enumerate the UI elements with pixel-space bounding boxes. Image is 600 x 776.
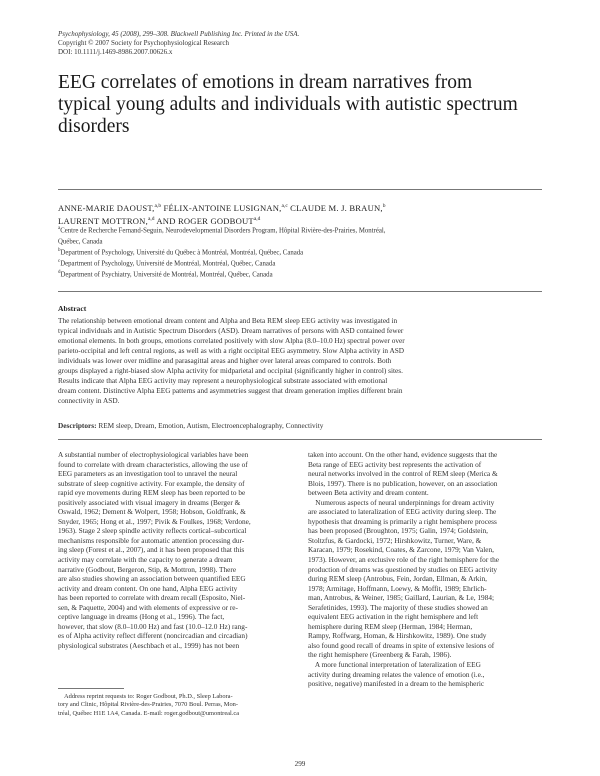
correspondence-footnote	[58, 693, 292, 718]
body-line: es of Alpha activity reflect different (noncircadian and circadian)	[58, 631, 248, 641]
footnote-line: tréal, Québec H1E 1A4, Canada. E-mail: roger.godbout@umontreal.ca	[58, 709, 240, 717]
body-line: Numerous aspects of neural underpinnings for dream activity	[308, 497, 495, 507]
body-line: Stoltzfus, & Gardocki, 1972; Hirshkowitz, Turner, Ware, &	[308, 535, 482, 545]
body-line: has been reported to correlate with dream recall (Esposito, Niel-	[58, 593, 246, 603]
abstract-line: groups displayed a right-biased slow Alpha activity for midparietal and occipital (significantly higher in control) sites.	[58, 365, 403, 375]
body-line: activity may correlate with the capacity to generate a dream	[58, 555, 233, 565]
body-line: sen, & Paquette, 2004) and with elements of expressive or re-	[58, 602, 238, 612]
body-line: 1973). However, an exclusive role of the right hemisphere for the	[308, 555, 499, 565]
affiliation-marker: c	[58, 259, 61, 265]
body-line: mechanisms responsible for automatic attention processing dur-	[58, 535, 245, 545]
body-line: Karacan, 1979; Rosekind, Coates, & Zarcone, 1979; Van Valen,	[308, 545, 494, 555]
body-line: the right hemisphere (Greenberg & Farah, 1986).	[308, 650, 452, 660]
journal-doi[interactable]: DOI: 10.1111/j.1469-8986.2007.00626.x	[58, 48, 173, 56]
abstract-divider	[58, 291, 542, 292]
body-line: 1963). Stage 2 sleep spindle activity reflects cortical–subcortical	[58, 526, 247, 536]
author-list	[58, 201, 542, 228]
affiliation-list	[58, 225, 542, 280]
body-line: Beta range of EEG activity best represents the activation of	[308, 459, 482, 469]
author-affiliation-marker: b	[382, 203, 386, 209]
body-line: EEG parameters as an investigation tool to unravel the neural	[58, 469, 238, 479]
author-name: FÉLIX-ANTOINE LUSIGNAN,	[161, 202, 282, 213]
affiliation-marker: b	[58, 248, 61, 254]
affiliation-line	[58, 236, 542, 247]
author-line-1	[58, 201, 542, 214]
affiliation-marker: a	[58, 226, 61, 231]
body-line: man, Antrobus, & Weiner, 1985; Gaillard, Laurian, & Le, 1984;	[308, 593, 495, 603]
abstract-body	[58, 316, 542, 406]
journal-citation: Psychophysiology, 45 (2008), 299–308. Blackwell Publishing Inc. Printed in the USA.	[58, 30, 300, 38]
body-line: equivalent EEG activation in the right hemisphere and left	[308, 612, 479, 622]
body-line: Blois, 1997). There is no publication, however, on an association	[308, 478, 498, 488]
body-line: are associated to lateralization of EEG activity during sleep. The	[308, 507, 497, 517]
body-line: positively associated with visual imagery in dreams (Berger &	[58, 497, 241, 507]
footnote-line: Address reprint requests to: Roger Godbout, Ph.D., Sleep Labora-	[58, 693, 233, 700]
body-line: are also studies showing an association between quantified EEG	[58, 574, 246, 584]
abstract-line: Results indicate that Alpha EEG activity may represent a neurophysiological substrate associated with emotional	[58, 375, 388, 385]
body-line: 1978; Armitage, Hoffmann, Loewy, & Moffit, 1989; Ehrlich-	[308, 583, 487, 593]
footnote-line: tory and Clinic, Hôpital Rivière-des-Prairies, 7070 Boul. Perras, Mon-	[58, 701, 238, 709]
body-line: taken into account. On the other hand, evidence suggests that the	[308, 450, 498, 459]
keywords	[58, 421, 323, 430]
abstract-line: connectivity in ASD.	[58, 395, 120, 405]
affiliation-text: Department of Psychology, Université du Québec à Montréal, Montréal, Québec, Canada	[60, 249, 304, 257]
abstract-line: parieto-occipital and left central regions, as well as with a right occipital EEG asymmetry. Slow Alpha activity in ASD	[58, 345, 405, 355]
keywords-text: REM sleep, Dream, Emotion, Autism, Electroencephalography, Connectivity	[98, 421, 324, 430]
body-line: has been proposed (Broughton, 1975; Galin, 1974; Goldstein,	[308, 526, 488, 536]
body-line: activity and dream content. On one hand, Alpha EEG activity	[58, 583, 238, 593]
author-affiliation-marker: a,c	[281, 203, 288, 209]
author-name: CLAUDE M. J. BRAUN,	[287, 202, 383, 213]
keywords-label: Descriptors:	[58, 421, 97, 430]
body-line: A substantial number of electrophysiological variables have been	[58, 450, 249, 459]
body-line: hemisphere during REM sleep (Herman, 1984; Herman,	[308, 621, 473, 631]
body-line: during REM sleep (Antrobus, Fein, Jordan, Ellman, & Arkin,	[308, 574, 487, 584]
body-divider	[58, 439, 542, 440]
body-line: activity during dreaming relates the valence of emotion (i.e.,	[308, 669, 485, 679]
body-line: however, that slow (8.0–10.00 Hz) and fast (10.0–12.0 Hz) rang-	[58, 621, 248, 631]
body-line: substrate of sleep cognitive activity. For example, the density of	[58, 478, 245, 488]
title-divider	[58, 189, 542, 190]
body-line: between Beta activity and dream content.	[308, 488, 429, 498]
abstract-line: emotional elements. In both groups, emotions correlated positively with slow Alpha (8.0–10.0 Hz) spectral power over	[58, 335, 405, 345]
author-name: ROGER GODBOUT	[177, 216, 254, 227]
affiliation-marker: d	[58, 270, 61, 276]
body-line: narrative (Godbout, Bergeron, Stip, & Mottron, 1998). There	[58, 564, 237, 574]
body-line: Snyder, 1965; Hong et al., 1997; Pivik & Foulkes, 1968; Verdone,	[58, 516, 251, 526]
affiliation-line	[58, 269, 542, 280]
body-line: physiological substrates (Aeschbach et al., 1999) has not been	[58, 640, 240, 650]
affiliation-text: Québec, Canada	[58, 238, 103, 246]
journal-copyright: Copyright © 2007 Society for Psychophysiological Research	[58, 39, 229, 47]
page-number: 299	[294, 760, 306, 768]
body-line: hypothesis that dreaming is primarily a right hemisphere process	[308, 516, 497, 526]
abstract-line: The relationship between emotional dream content and Alpha and Beta REM sleep EEG activity was investigated in	[58, 316, 398, 325]
body-line: found to correlate with dream characteristics, allowing the use of	[58, 459, 248, 469]
affiliation-text: Department of Psychology, Université de Montréal, Montréal, Québec, Canada	[60, 260, 276, 268]
abstract-heading: Abstract	[58, 304, 87, 313]
author-name: LAURENT MOTTRON,	[58, 216, 148, 227]
author-affiliation-marker: a,d	[253, 216, 261, 223]
affiliation-text: Centre de Recherche Fernand-Seguin, Neurodevelopmental Disorders Program, Hôpital Rivière-des-Prairies, Montréal,	[60, 227, 386, 235]
author-conjunction: AND	[154, 216, 178, 227]
author-affiliation-marker: a,b	[154, 203, 162, 209]
author-name: ANNE-MARIE DAOUST,	[58, 202, 155, 213]
abstract-line: typical individuals and in Autistic Spectrum Disorders (ASD). Dream narratives of persons with ASD contained fewer	[58, 325, 404, 335]
article-title: EEG correlates of emotions in dream narratives from typical young adults and individuals with autistic spectrum disorders	[58, 72, 518, 137]
affiliation-text: Department of Psychiatry, Université de Montréal, Montréal, Québec, Canada	[60, 271, 273, 279]
body-line: rapid eye movements during REM sleep has been reported to be	[58, 488, 246, 498]
body-line: A more functional interpretation of lateralization of EEG	[308, 660, 481, 670]
body-line: ing sleep (Forest et al., 2007), and it has been proposed that this	[58, 545, 245, 555]
body-line: also found good recall of dreams in spite of extensive lesions of	[308, 640, 495, 650]
body-left-column	[58, 450, 292, 650]
body-line: neural networks involved in the control of REM sleep (Merica &	[308, 469, 498, 479]
body-line: Rampy, Roffwarg, Homan, & Hirshkowitz, 1989). One study	[308, 631, 487, 641]
body-right-column	[308, 450, 542, 689]
footnote-divider	[58, 688, 124, 689]
author-affiliation-marker: a,d	[147, 216, 155, 223]
journal-header	[58, 30, 299, 57]
body-line: ceptive language in dreams (Hong et al., 1996). The fact,	[58, 612, 225, 622]
body-line: positive, negative) manifested in a dream to the hemispheric	[308, 679, 485, 689]
abstract-line: dream content. Distinctive Alpha EEG patterns and asymmetries suggest that dream generation implies different brain	[58, 385, 403, 395]
abstract-line: individuals was lower over midline and parasagittal areas and higher over lateral areas compared to controls. Both	[58, 355, 392, 365]
affiliation-line	[58, 225, 542, 236]
affiliation-line	[58, 247, 542, 258]
body-line: Serafetinides, 1993). The majority of these studies showed an	[308, 602, 488, 612]
body-line: production of dreams was questioned by studies on EEG activity	[308, 564, 498, 574]
body-line: Oswald, 1962; Dement & Wolpert, 1958; Hobson, Goldfrank, &	[58, 507, 246, 517]
affiliation-line	[58, 258, 542, 269]
